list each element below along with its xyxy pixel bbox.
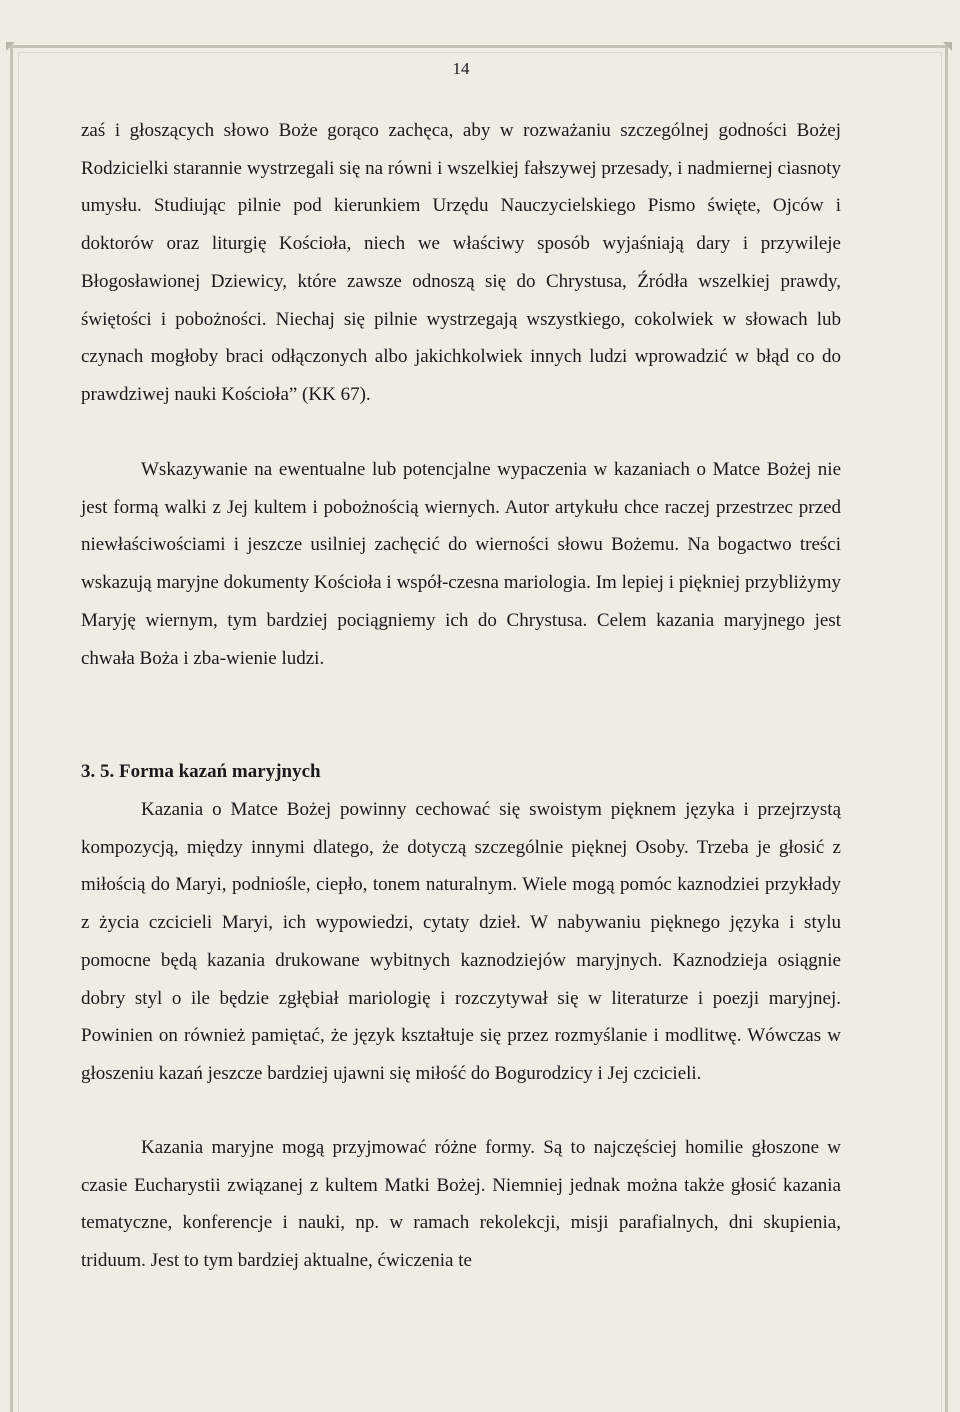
paragraph-sermon-types: Kazania maryjne mogą przyjmować różne formy. Są to najczęściej homilie głoszone w czasie Eucharystii związanej z kultem Matki Bożej. Niemniej jednak można także głosić kazania tematyczne, konferencje i nauki, np. w ramach rekolekcji, misji parafialnych, dni skupienia, triduum. Jest to tym bardziej aktualne, ćwiczenia te	[81, 1137, 841, 1272]
page-number: 14	[452, 59, 470, 78]
paragraph-form-of-sermons: Kazania o Matce Bożej powinny cechować się swoistym pięknem języka i przejrzystą kompozycją, między innymi dlatego, że dotyczą szczególnie pięknej Osoby. Trzeba je głosić z miłością do Maryi, podniośle, ciepło, tonem naturalnym. Wiele mogą pomóc kaznodziei przykłady z życia czcicieli Maryi, ich wypowiedzi, cytaty dzieł. W nabywaniu pięknego języka i stylu pomocne będą kazania drukowane wybitnych kaznodziejów maryjnych. Kaznodzieja osiągnie dobry styl o ile będzie zgłębiał mariologię i rozczytywał się w literaturze i poezji maryjnej. Powinien on również pamiętać, że język kształtuje się przez rozmyślanie i modlitwę. Wówczas w głoszeniu kazań jeszcze bardziej ujawni się miłość do Bogurodzicy i Jej czcicieli.	[81, 799, 841, 1084]
section-heading: 3. 5. Forma kazań maryjnych	[81, 761, 321, 782]
paragraph-preaching-distortions: Wskazywanie na ewentualne lub potencjalne wypaczenia w kazaniach o Matce Bożej nie jest formą walki z Jej kultem i pobożnością wiernych. Autor artykułu chce raczej przestrzec przed niewłaściwościami i jeszcze usilniej zachęcić do wierności słowu Bożemu. Na bogactwo treści wskazują maryjne dokumenty Kościoła i współ-czesna mariologia. Im lepiej i piękniej przybliżymy Maryję wiernym, tym bardziej pociągniemy ich do Chrystusa. Celem kazania maryjnego jest chwała Boża i zba-wienie ludzi.	[81, 459, 841, 669]
corner-ornament-right-icon	[943, 42, 952, 51]
paragraph-continued-quote: zaś i głoszących słowo Boże gorąco zachęca, aby w rozważaniu szczególnej godności Bożej Rodzicielki starannie wystrzegali się na równi i wszelkiej fałszywej przesady, i nadmiernej ciasnoty umysłu. Studiując pilnie pod kierunkiem Urzędu Nauczycielskiego Pismo święte, Ojców i doktorów oraz liturgię Kościoła, niech we właściwy sposób wyjaśniają dary i przywileje Błogosławionej Dziewicy, które zawsze odnoszą się do Chrystusa, Źródła wszelkiej prawdy, świętości i pobożności. Niechaj się pilnie wystrzegają wszystkiego, cokolwiek w słowach lub czynach mogłoby braci odłączonych albo jakichkolwiek innych ludzi wprowadzić w błąd co do prawdziwej nauki Kościoła” (KK 67).	[81, 120, 841, 405]
corner-ornament-left-icon	[6, 42, 15, 51]
